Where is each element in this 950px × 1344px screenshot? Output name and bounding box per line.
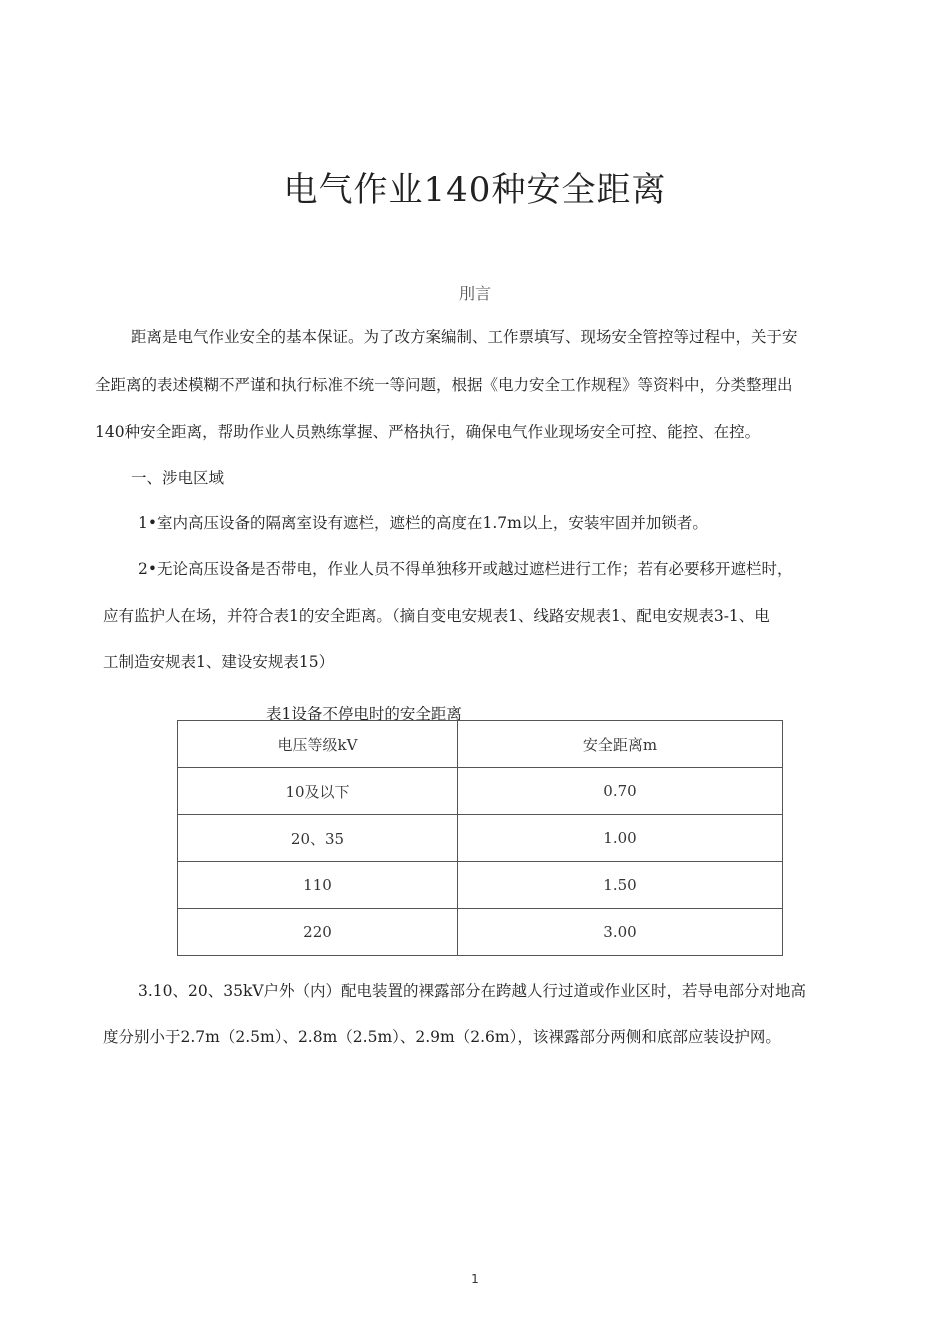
preface-heading: 刖言: [458, 284, 491, 303]
table-header-row: [178, 721, 783, 768]
preface-line-3: 140种安全距离，帮助作业人员熟练掌握、严格执行，确保电气作业现场安全可控、能控、在控。: [95, 423, 761, 441]
page-number: 1: [471, 1272, 479, 1286]
voltage-cell: 110: [178, 862, 458, 909]
voltage-cell: 10及以下: [178, 768, 458, 815]
distance-cell: 1.50: [458, 862, 783, 909]
distance-cell: 1.00: [458, 815, 783, 862]
table-row: [178, 909, 783, 956]
safety-distance-table: [177, 720, 783, 956]
document-title: 电气作业140种安全距离: [283, 170, 667, 210]
item-3-line-2: 度分别小于2.7m（2.5m）、2.8m（2.5m）、2.9m（2.6m），该裸露部分两侧和底部应装设护网。: [103, 1028, 781, 1046]
voltage-cell: 20、35: [178, 815, 458, 862]
column-header-distance: 安全距离m: [458, 721, 783, 768]
preface-line-1: 距离是电气作业安全的基本保证。为了改方案编制、工作票填写、现场安全管控等过程中，关于安: [131, 328, 798, 346]
voltage-cell: 220: [178, 909, 458, 956]
table-row: [178, 768, 783, 815]
distance-cell: 0.70: [458, 768, 783, 815]
distance-cell: 3.00: [458, 909, 783, 956]
table-row: [178, 862, 783, 909]
table-row: [178, 815, 783, 862]
item-3-line-1: 3.10、20、35kV户外（内）配电装置的裸露部分在跨越人行过道或作业区时，若导电部分对地高: [138, 982, 807, 1000]
item-2-line-2: 应有监护人在场，并符合表1的安全距离。（摘自变电安规表1、线路安规表1、配电安规表3-1、电: [103, 607, 770, 625]
item-2-line-1: 2•无论高压设备是否带电，作业人员不得单独移开或越过遮栏进行工作；若有必要移开遮栏时，: [138, 560, 793, 578]
preface-line-2: 全距离的表述模糊不严谨和执行标准不统一等问题，根据《电力安全工作规程》等资料中，分类整理出: [95, 376, 793, 394]
item-1: 1•室内高压设备的隔离室设有遮栏，遮栏的高度在1.7m以上，安装牢固并加锁者。: [138, 514, 708, 532]
section-heading: 一、涉电区域: [131, 469, 225, 487]
table-caption: 表1设备不停电时的安全距离: [266, 705, 462, 723]
item-2-line-3: 工制造安规表1、建设安规表15）: [103, 653, 335, 671]
column-header-voltage: 电压等级kV: [178, 721, 458, 768]
